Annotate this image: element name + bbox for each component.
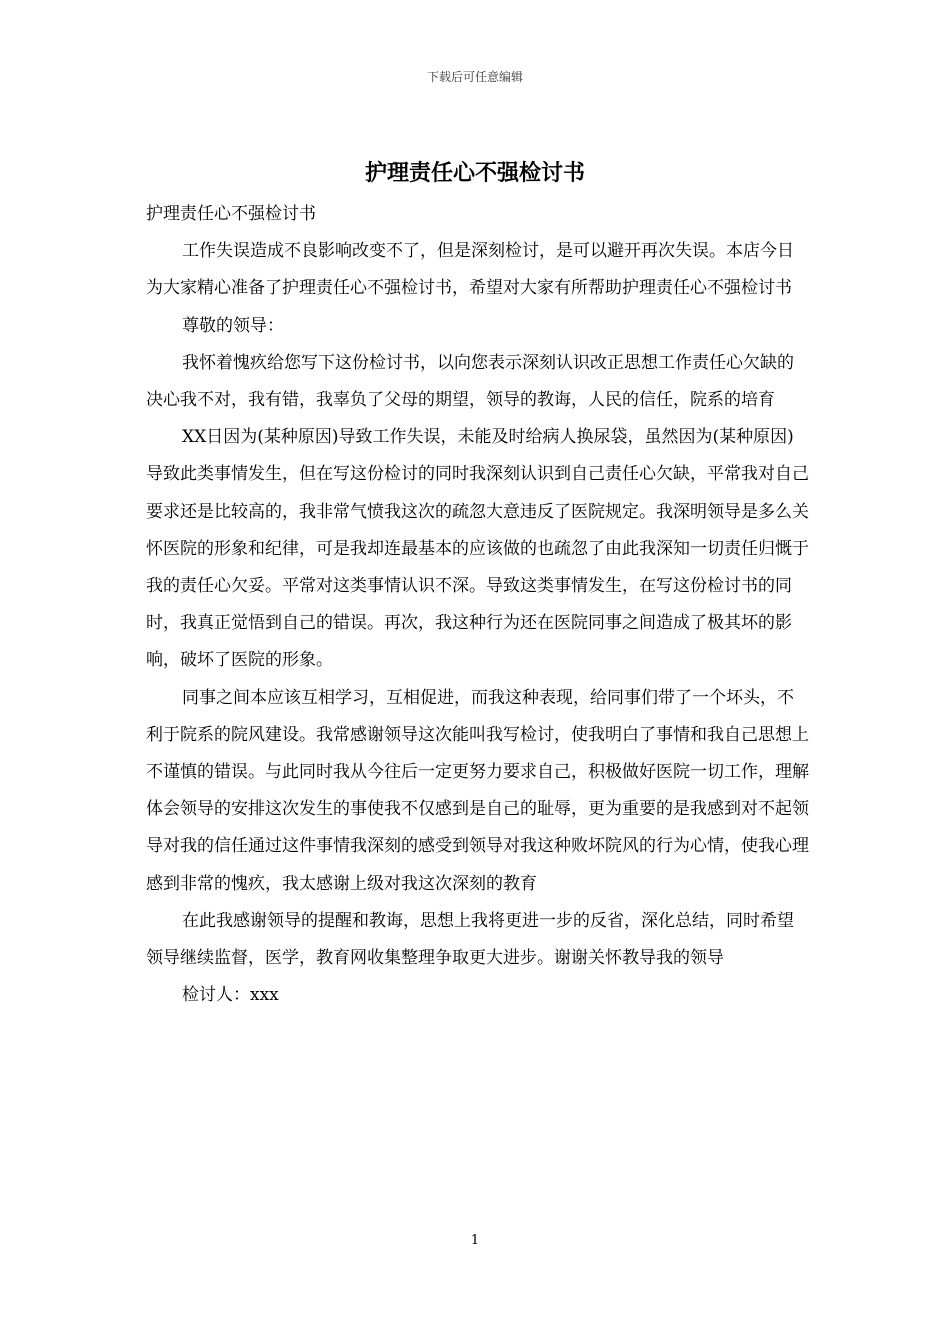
subtitle-line: 护理责任心不强检讨书	[146, 204, 316, 224]
signature-line: 检讨人：xxx	[182, 985, 279, 1006]
intro-paragraph: 工作失误造成不良影响改变不了，但是深刻检讨，是可以避开再次失误。本店今日为大家精心准备了护理责任心不强检讨书，希望对大家有所帮助护理责任心不强检讨书	[146, 241, 794, 299]
body-paragraph-4: 在此我感谢领导的提醒和教诲，思想上我将更进一步的反省，深化总结，同时希望领导继续监督，医学，教育网收集整理争取更大进步。谢谢关怀教导我的领导	[146, 910, 794, 969]
document-body	[146, 196, 810, 1014]
body-paragraph-1: 我怀着愧疚给您写下这份检讨书，以向您表示深刻认识改正思想工作责任心欠缺的决心我不对，我有错，我辜负了父母的期望，领导的教诲，人民的信任，院系的培育	[146, 352, 794, 411]
body-paragraph-3: 同事之间本应该互相学习，互相促进，而我这种表现，给同事们带了一个坏头，不利于院系的院风建设。我常感谢领导这次能叫我写检讨，使我明白了事情和我自己思想上不谨慎的错误。与此同时我从今往后一定更努力要求自己，积极做好医院一切工作，理解体会领导的安排这次发生的事使我不仅感到是自己的耻辱，更为重要的是我感到对不起领导对我的信任通过这件事情我深刻的感受到领导对我这种败坏院风的行为心情，使我心理感到非常的愧疚，我太感谢上级对我这次深刻的教育	[146, 687, 809, 894]
salutation: 尊敬的领导：	[182, 315, 284, 336]
header-note: 下载后可任意编辑	[426, 70, 523, 84]
body-paragraph-2: XX日因为(某种原因)导致工作失误，未能及时给病人换尿袋，虽然因为(某种原因)导致此类事情发生，但在写这份检讨的同时我深刻认识到自己责任心欠缺，平常我对自己要求还是比较高的，我非常气愤我这次的疏忽大意违反了医院规定。我深明领导是多么关怀医院的形象和纪律，可是我却连最基本的应该做的也疏忽了由此我深知一切责任归慨于我的责任心欠妥。平常对这类事情认识不深。导致这类事情发生，在写这份检讨书的同时，我真正觉悟到自己的错误。再次，我这种行为还在医院同事之间造成了极其坏的影响，破坏了医院的形象。	[146, 427, 809, 671]
document-title: 护理责任心不强检讨书	[364, 160, 585, 186]
page-number: 1	[470, 1233, 480, 1248]
